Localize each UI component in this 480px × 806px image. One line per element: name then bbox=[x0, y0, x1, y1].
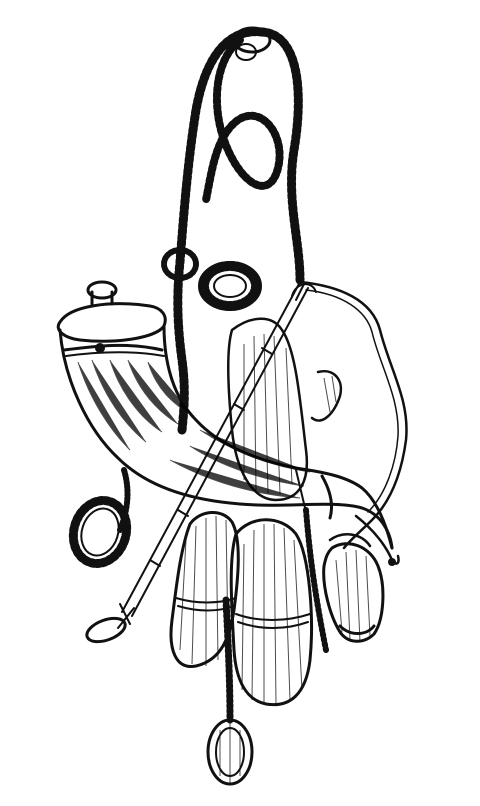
leather-pouch-icon bbox=[171, 510, 326, 705]
flask-icon bbox=[324, 534, 383, 642]
braided-cord-icon bbox=[178, 28, 300, 430]
braided-loop-icon bbox=[65, 470, 134, 570]
string-icon bbox=[300, 282, 407, 548]
powder-horn-icon bbox=[58, 282, 398, 566]
